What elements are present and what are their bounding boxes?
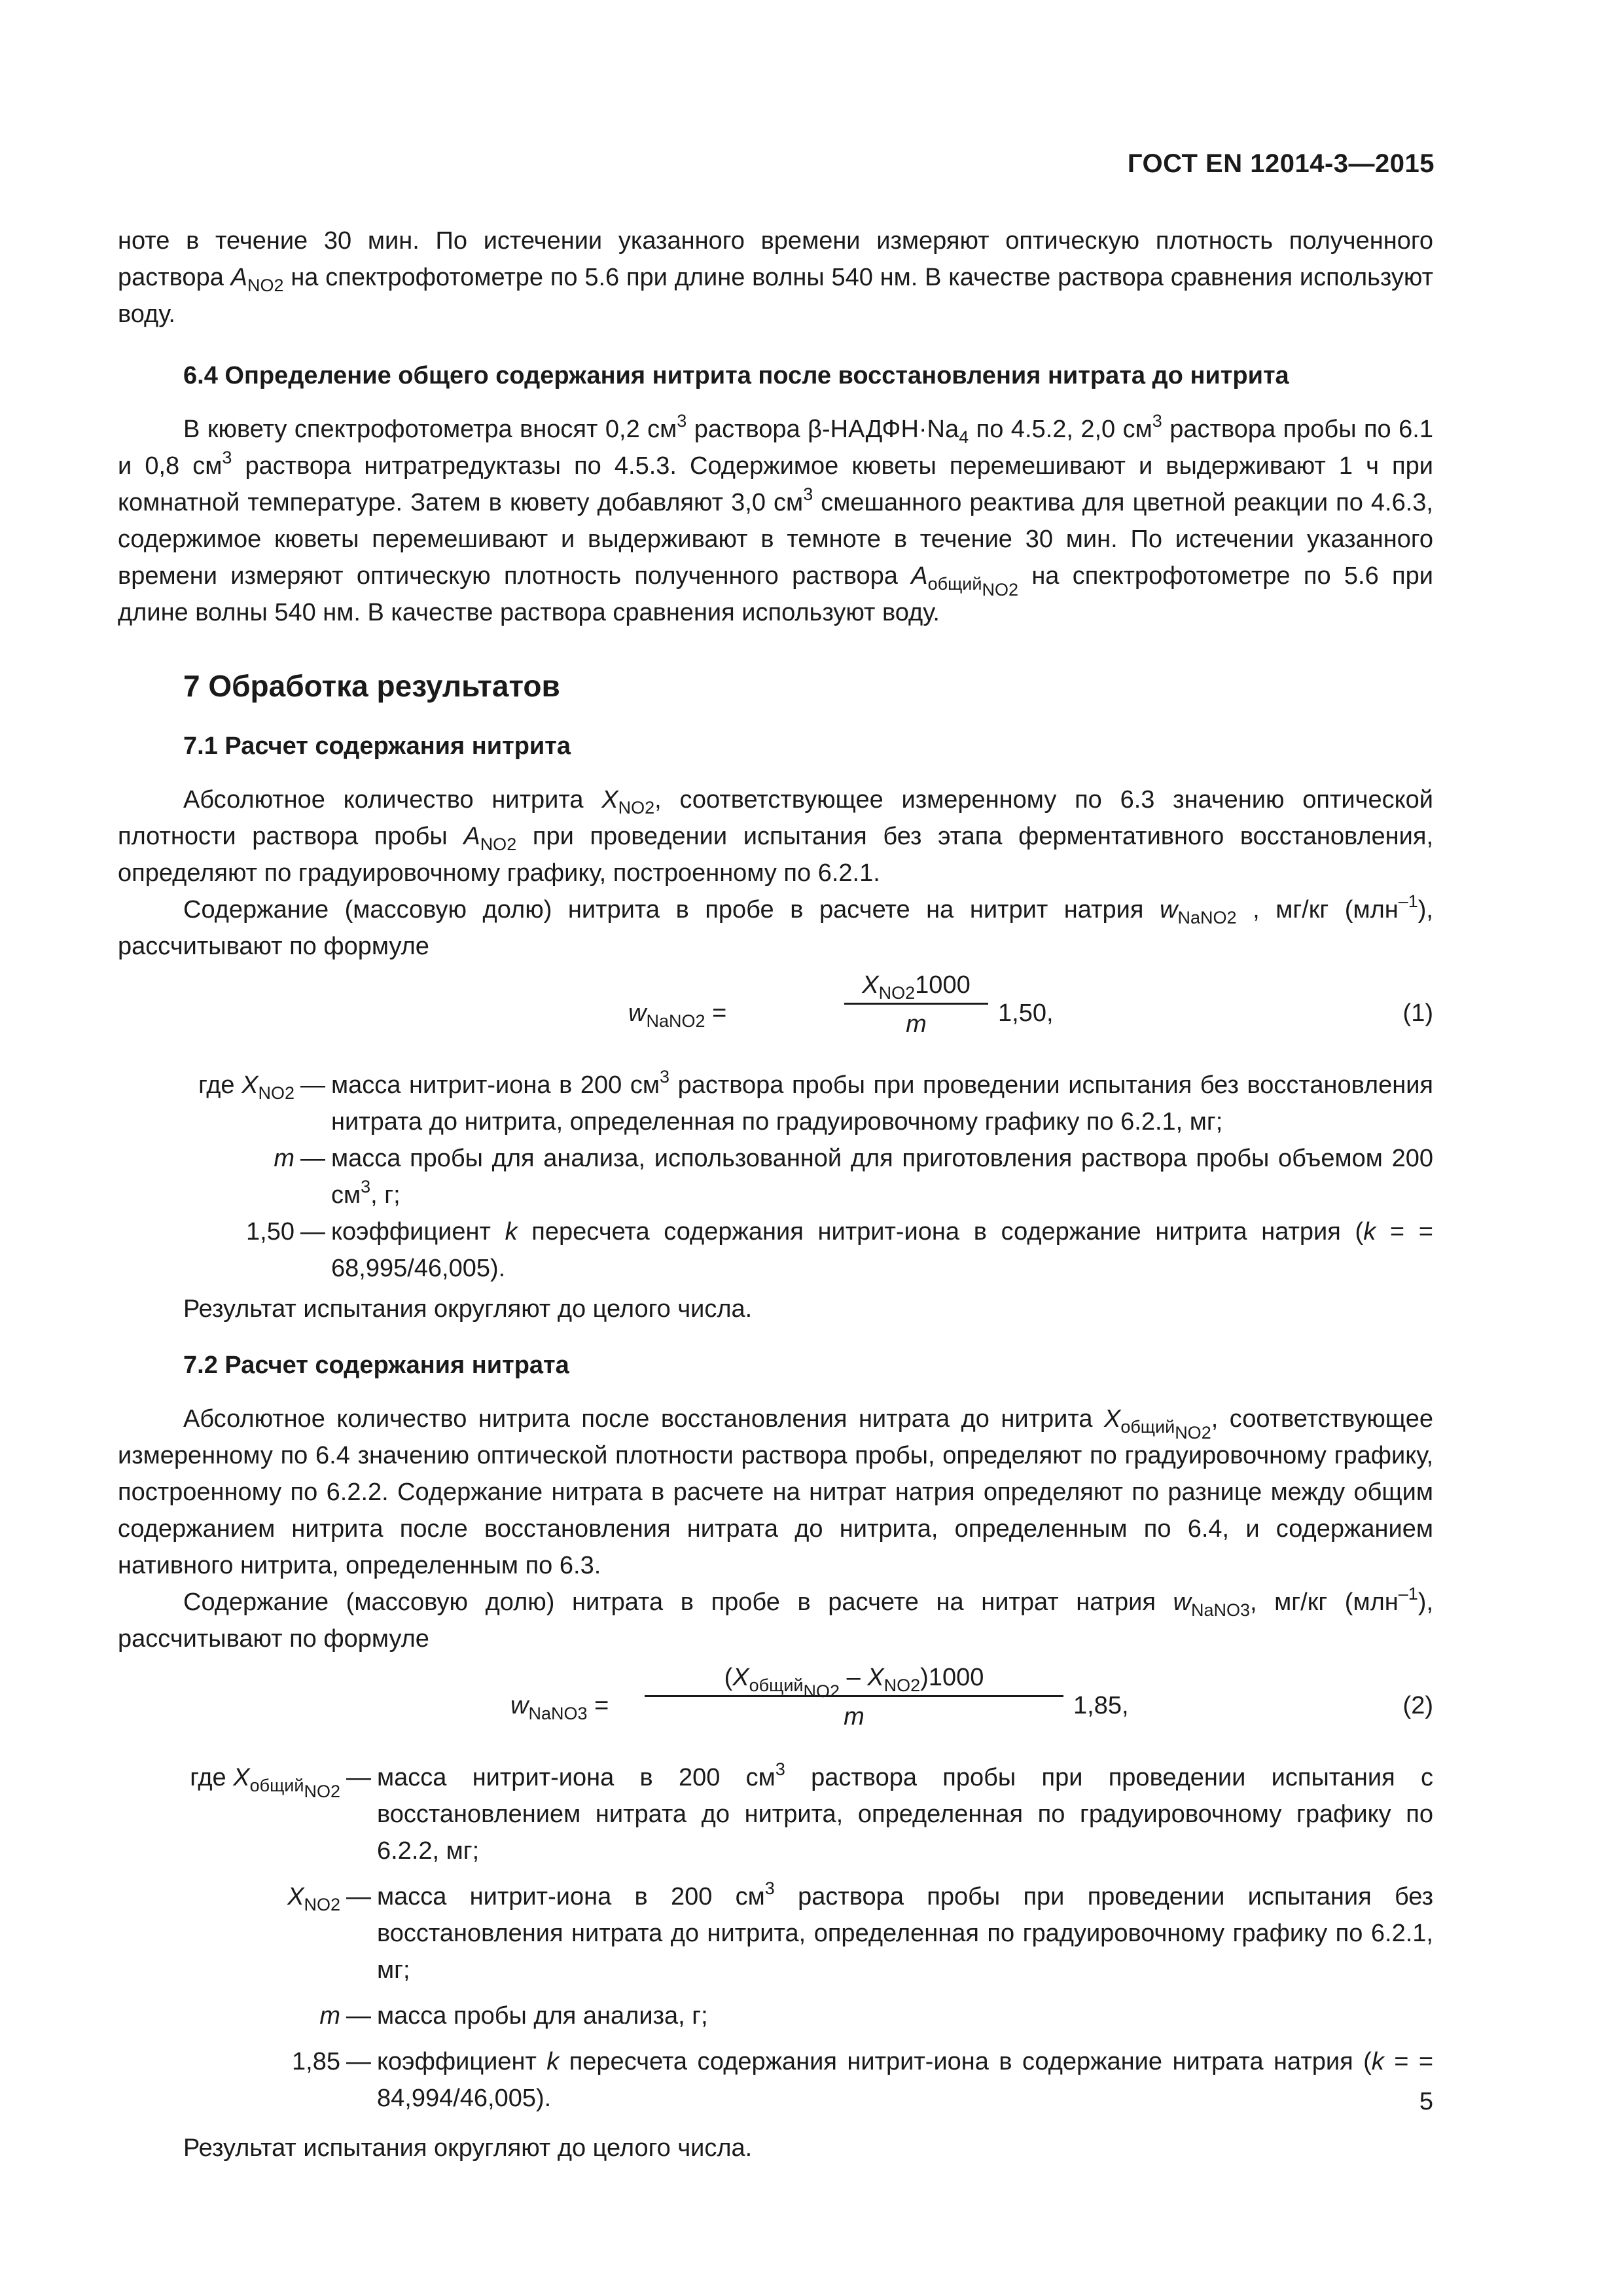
legend-item: 1,50 — коэффициент k пересчета содержания нитрит-иона в содержание нитрита натрия (k = = 68,995/46,005). [246, 1218, 1433, 1282]
section-7-1-title: 7.1 Расчет содержания нитрита [183, 732, 571, 760]
section-6-4-title: 6.4 Определение общего содержания нитрита после восстановления нитрата до нитрита [183, 362, 1289, 389]
section-7-title: 7 Обработка результатов [183, 669, 560, 703]
formula-2-number: (2) [1402, 1692, 1433, 1719]
section-7-2-result: Результат испытания округляют до целого числа. [183, 2134, 753, 2162]
section-6-4-paragraph: В кювету спектрофотометра вносят 0,2 $см^3$ раствора $\beta-НАДФН\cdot Na_4$ по 4.5.2, 2,0 $см^3$ раствора пробы по 6.1 и 0,8 $см^3$ раствора нитратредуктазы по 4.5.3. Содержимое кюветы перемешивают и выдерживают 1 ч при комнатной температуре. Затем в кювету добавляют 3,0 $см^3$ смешанного реактива для цветной реакции по 4.6.3, содержимое кюветы перемешивают и выдерживают в темноте в течение 30 мин. По истечении указанного времени измеряют оптическую плотность полученного раствора $A_{общий_{NO2}}$ на спектрофотометре по 5.6 при длине волны 540 нм. В качестве раствора сравнения используют воду. [118, 411, 1433, 626]
formula-2-denominator: m [844, 1703, 865, 1731]
legend-item: где $X_{общий_{NO2}}$ — масса нитрит-иона в 200 $см^3$ раствора пробы при проведении испытания с восстановлением нитрата до нитрита, определенная по градуировочному графику по 6.2.2, мг; [190, 1759, 1433, 1865]
legend-item: m — масса пробы для анализа, г; [319, 2002, 708, 2030]
formula-1 [118, 967, 1433, 1058]
formula-2-coefficient: 1,85, [1073, 1692, 1129, 1719]
formula-1-number: (1) [1402, 999, 1433, 1027]
legend-item: $X_{NO2}$ — масса нитрит-иона в 200 $см^3$ раствора пробы при проведении испытания без восстановления нитрата до нитрита, определенная по градуировочному графику по 6.2.1, мг; [287, 1878, 1433, 1984]
section-7-1-paragraph-2: Содержание (массовую долю) нитрита в пробе в расчете на нитрит натрия $w_{NaNO2}$ , мг/кг (млн$^{-1}$), рассчитывают по формуле [118, 891, 1433, 960]
formula-2-legend [118, 1759, 1433, 2117]
formula-2 [118, 1660, 1433, 1750]
intro-paragraph: ноте в течение 30 мин. По истечении указанного времени измеряют оптическую плотность полученного раствора $A_{NO2}$ на спектрофотометре по 5.6 при длине волны 540 нм. В качестве раствора сравнения используют воду. [118, 227, 1433, 328]
legend-item: m — масса пробы для анализа, использованной для приготовления раствора пробы объемом 200 $см^3$, г; [274, 1145, 1433, 1209]
formula-1-numerator: $X_{NO2}1000$ [844, 967, 988, 1005]
section-7-2-paragraph-2: Содержание (массовую долю) нитрата в пробе в расчете на нитрат натрия $w_{NaNO3}$, мг/кг (млн$^{-1}$), рассчитывают по формуле [118, 1584, 1434, 1653]
legend-item: где $X_{NO2}$ — масса нитрит-иона в 200 $см^3$ раствора пробы при проведении испытания без восстановления нитрата до нитрита, определенная по градуировочному графику по 6.2.1, мг; [198, 1067, 1434, 1136]
formula-1-denominator: m [906, 1011, 927, 1038]
document-body [118, 223, 1433, 2166]
section-7-2-title: 7.2 Расчет содержания нитрата [183, 1352, 569, 1379]
formula-2-lhs: $w_{NaNO3}$ = [510, 1692, 609, 1723]
formula-1-legend [118, 1067, 1433, 1287]
formula-2-fraction [645, 1660, 1063, 1736]
section-7-1-result: Результат испытания округляют до целого числа. [183, 1295, 753, 1323]
formula-1-coefficient: 1,50, [998, 999, 1054, 1027]
document-header: ГОСТ EN 12014-3—2015 [1127, 149, 1435, 178]
section-7-1-paragraph-1: Абсолютное количество нитрита $X_{NO2}$, соответствующее измеренному по 6.3 значению оптической плотности раствора пробы $A_{NO2}$ при проведении испытания без этапа ферментативного восстановления, определяют по градуировочному графику, построенному по 6.2.1. [118, 786, 1434, 887]
section-7-2-paragraph-1: Абсолютное количество нитрита после восстановления нитрата до нитрита $X_{общий_{NO2}}$, соответствующее измеренному по 6.4 значению оптической плотности раствора пробы, определяют по градуировочному графику, построенному по 6.2.2. Содержание нитрата в расчете на нитрат натрия определяют по разнице между общим содержанием нитрита после восстановления нитрата до нитрита, определенным по 6.4, и содержанием нативного нитрита, определенным по 6.3. [118, 1405, 1433, 1579]
legend-item: 1,85 — коэффициент k пересчета содержания нитрит-иона в содержание нитрата натрия (k = = 84,994/46,005). [292, 2048, 1434, 2112]
formula-1-lhs: $w_{NaNO2}$ = [628, 999, 727, 1031]
formula-2-numerator: $(X_{общий_{NO2}} - X_{NO2})1000$ [645, 1660, 1063, 1697]
formula-1-fraction [844, 967, 988, 1044]
page-number: 5 [1419, 2088, 1433, 2115]
